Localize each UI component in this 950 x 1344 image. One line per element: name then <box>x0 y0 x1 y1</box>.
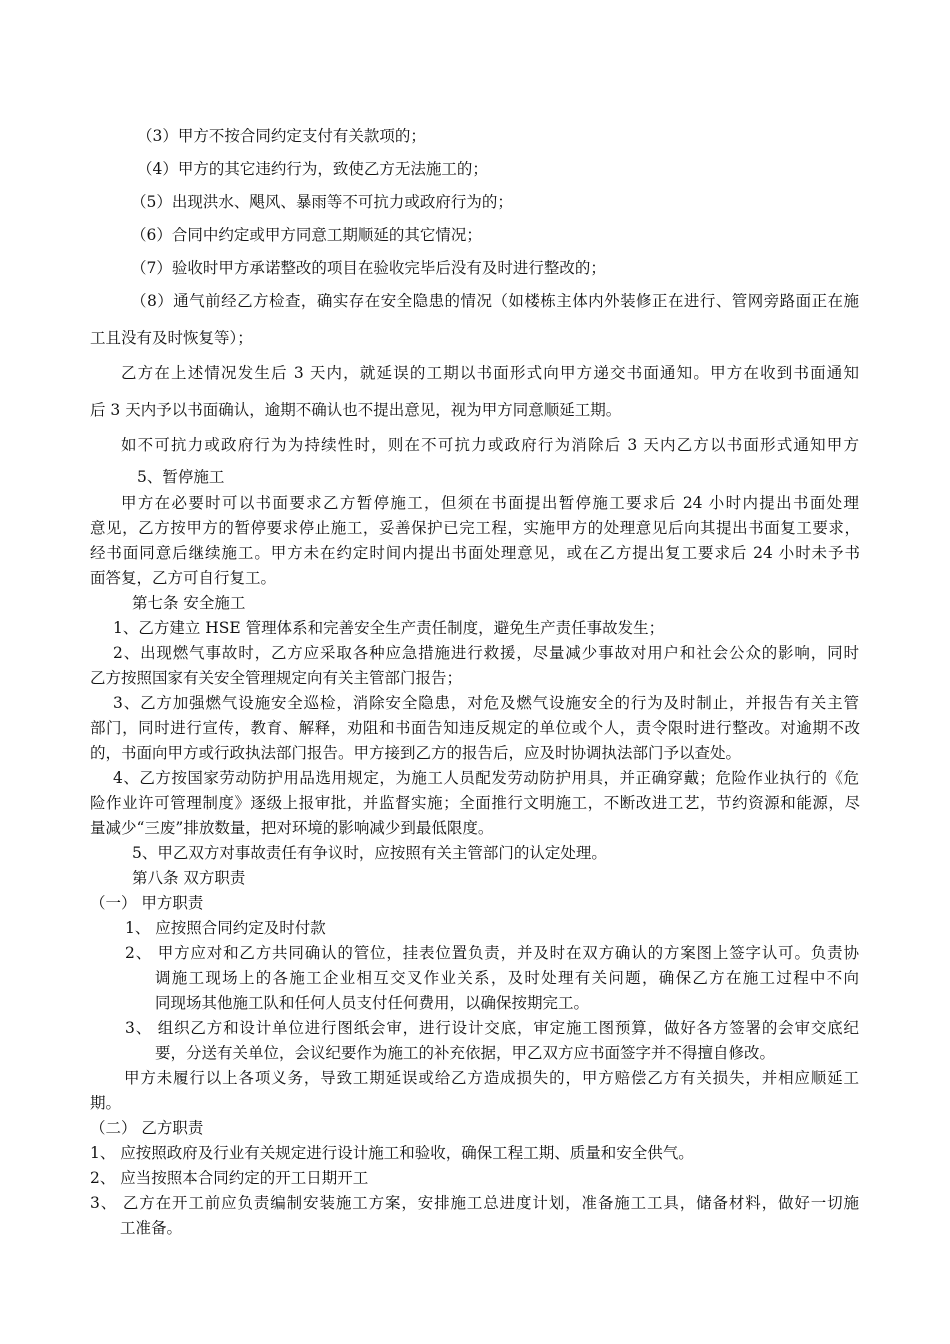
text-line: 3、乙方加强燃气设施安全巡检，消除安全隐患，对危及燃气设施安全的行为及时制止，并报告有关主管 <box>113 694 859 712</box>
text-line: 面答复，乙方可自行复工。 <box>90 569 277 587</box>
text-line: 工且没有及时恢复等）； <box>90 329 253 347</box>
list-item: 3、 乙方在开工前应负责编制安装施工方案，安排施工总进度计划，准备施工工具，储备材料，做好一切施 <box>90 1194 859 1212</box>
section-heading: （二） 乙方职责 <box>90 1119 204 1137</box>
section-heading: （一） 甲方职责 <box>90 894 204 912</box>
text-line: 经书面同意后继续施工。甲方未在约定时间内提出书面处理意见，或在乙方提出复工要求后 24 小时未予书 <box>90 544 860 562</box>
section-heading: 5、暂停施工 <box>137 468 225 486</box>
text-line: 后 3 天内予以书面确认，逾期不确认也不提出意见，视为甲方同意顺延工期。 <box>90 401 622 419</box>
text-line: 同现场其他施工队和任何人员支付任何费用，以确保按期完工。 <box>155 994 590 1012</box>
text-line: （7）验收时甲方承诺整改的项目在验收完毕后没有及时进行整改的； <box>131 259 606 277</box>
text-line: （8）通气前经乙方检查，确实存在安全隐患的情况（如楼栋主体内外装修正在进行、管网旁路面正在施 <box>131 292 859 310</box>
list-item: 2、 应当按照本合同约定的开工日期开工 <box>90 1169 369 1187</box>
text-line: （5）出现洪水、飓风、暴雨等不可抗力或政府行为的； <box>131 193 513 211</box>
text-line: 如不可抗力或政府行为为持续性时，则在不可抗力或政府行为消除后 3 天内乙方以书面形式通知甲方 <box>121 436 859 454</box>
text-line: 4、乙方按国家劳动防护用品选用规定，为施工人员配发劳动防护用具，并正确穿戴；危险作业执行的《危 <box>113 769 859 787</box>
text-line: 2、出现燃气事故时，乙方应采取各种应急措施进行救援，尽量减少事故对用户和社会公众的影响，同时 <box>113 644 859 662</box>
text-line: 甲方未履行以上各项义务，导致工期延误或给乙方造成损失的，甲方赔偿乙方有关损失，并相应顺延工 <box>124 1069 859 1087</box>
list-item: 1、 应按照政府及行业有关规定进行设计施工和验收，确保工程工期、质量和安全供气。 <box>90 1144 694 1162</box>
text-line: 乙方按照国家有关安全管理规定向有关主管部门报告； <box>90 669 463 687</box>
text-line: 5、甲乙双方对事故责任有争议时，应按照有关主管部门的认定处理。 <box>132 844 607 862</box>
text-line: 要，分送有关单位，会议纪要作为施工的补充依据，甲乙双方应书面签字并不得擅自修改。 <box>155 1044 776 1062</box>
text-line: 调施工现场上的各施工企业相互交叉作业关系，及时处理有关问题，确保乙方在施工过程中不向 <box>155 969 859 987</box>
text-line: 乙方在上述情况发生后 3 天内，就延误的工期以书面形式向甲方递交书面通知。甲方在收到书面通知 <box>121 364 859 382</box>
text-line: （3）甲方不按合同约定支付有关款项的； <box>137 127 426 145</box>
text-line: 1、乙方建立 HSE 管理体系和完善安全生产责任制度，避免生产责任事故发生； <box>113 619 665 637</box>
text-line: 甲方在必要时可以书面要求乙方暂停施工，但须在书面提出暂停施工要求后 24 小时内提出书面处理 <box>121 494 859 512</box>
text-line: 工准备。 <box>120 1219 183 1237</box>
list-item: 2、 甲方应对和乙方共同确认的管位，挂表位置负责，并及时在双方确认的方案图上签字认可。负责协 <box>125 944 859 962</box>
text-line: （6）合同中约定或甲方同意工期顺延的其它情况； <box>131 226 482 244</box>
list-item: 1、 应按照合同约定及时付款 <box>125 919 326 937</box>
section-heading: 第八条 双方职责 <box>132 869 246 887</box>
text-line: 意见，乙方按甲方的暂停要求停止施工，妥善保护已完工程，实施甲方的处理意见后向其提出书面复工要求， <box>90 519 860 537</box>
text-line: （4）甲方的其它违约行为，致使乙方无法施工的； <box>137 160 488 178</box>
section-heading: 第七条 安全施工 <box>132 594 246 612</box>
text-line: 量减少“三废”排放数量，把对环境的影响减少到最低限度。 <box>90 819 494 837</box>
text-line: 期。 <box>90 1094 122 1112</box>
list-item: 3、 组织乙方和设计单位进行图纸会审，进行设计交底，审定施工图预算，做好各方签署的会审交底纪 <box>125 1019 859 1037</box>
text-line: 部门，同时进行宣传，教育、解释，劝阻和书面告知违反规定的单位或个人，责令限时进行整改。对逾期不改 <box>90 719 860 737</box>
text-line: 险作业许可管理制度》逐级上报审批，并监督实施；全面推行文明施工，不断改进工艺，节约资源和能源，尽 <box>90 794 860 812</box>
text-line: 的，书面向甲方或行政执法部门报告。甲方接到乙方的报告后，应及时协调执法部门予以查处。 <box>90 744 742 762</box>
